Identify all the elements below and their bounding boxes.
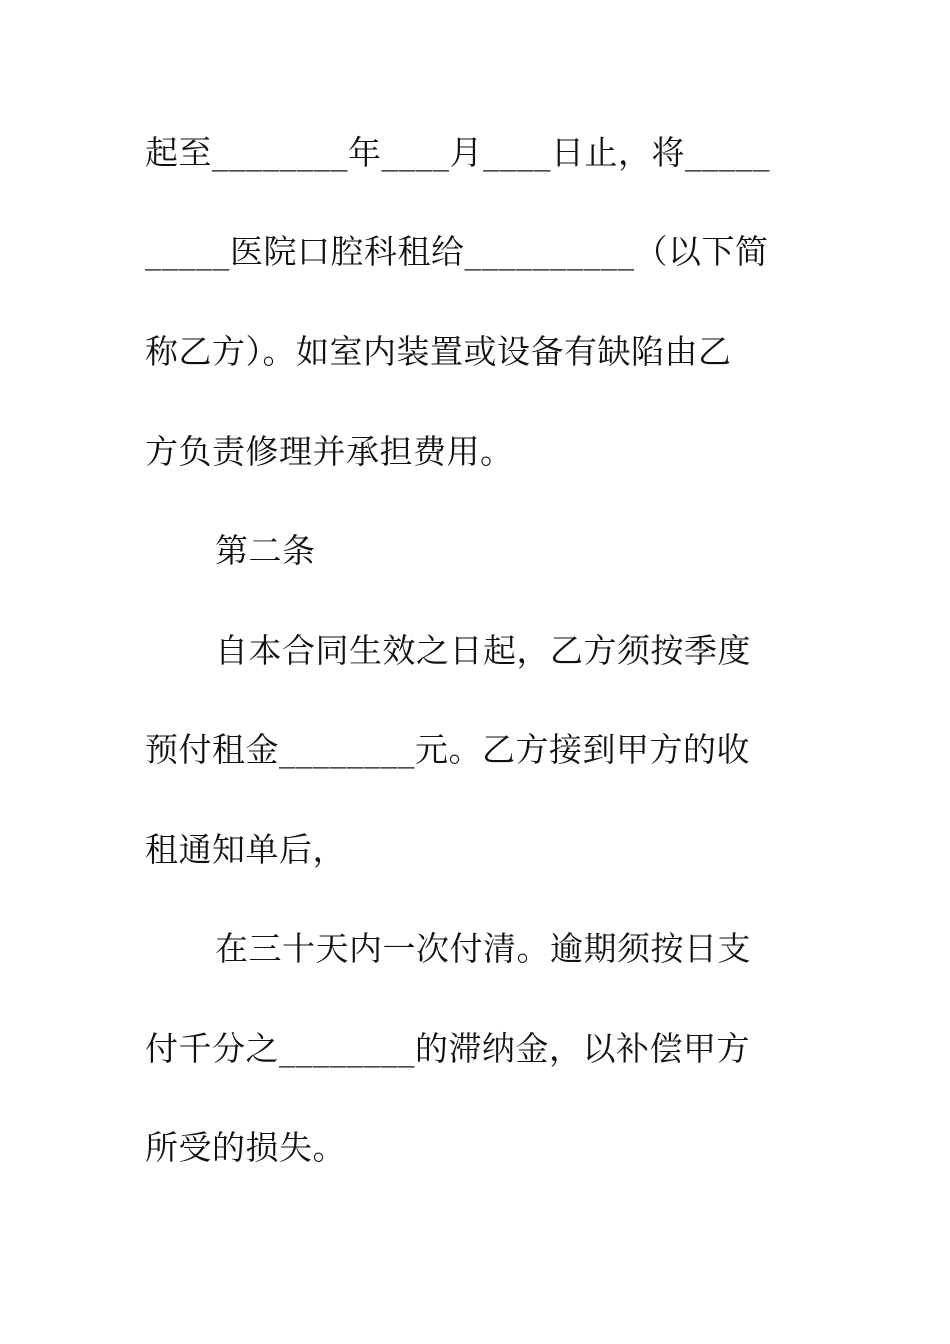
text-line: _____医院口腔科租给__________（以下简: [145, 232, 769, 271]
text-line: 租通知单后，: [145, 830, 346, 869]
text-line: 预付租金________元。乙方接到甲方的收: [145, 730, 750, 769]
text-line: 自本合同生效之日起，乙方须按季度: [215, 631, 751, 670]
text-line: 方负责修理并承担费用。: [145, 432, 514, 471]
section-heading: 第二条: [215, 531, 316, 570]
text-line: 付千分之________的滞纳金，以补偿甲方: [145, 1029, 750, 1068]
text-line: 在三十天内一次付清。逾期须按日支: [215, 929, 751, 968]
text-line: 起至________年____月____日止，将_____: [145, 133, 770, 172]
text-line: 所受的损失。: [145, 1128, 346, 1167]
text-line: 称乙方）。如室内装置或设备有缺陷由乙: [145, 332, 732, 371]
